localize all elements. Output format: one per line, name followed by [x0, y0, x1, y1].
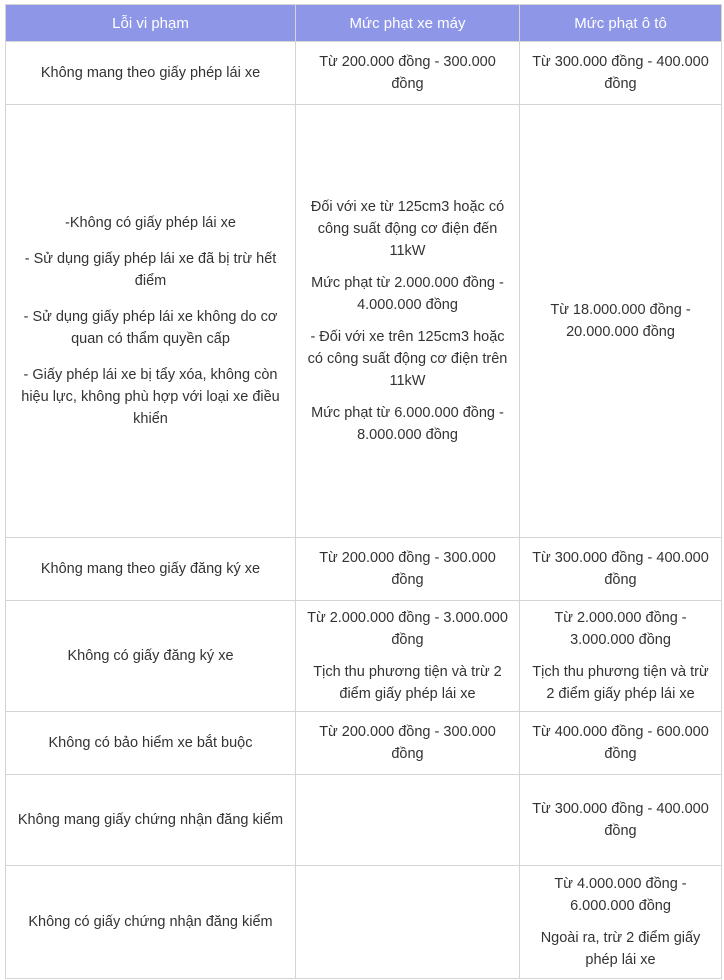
cell-text: Không mang giấy chứng nhận đăng kiểm: [17, 812, 284, 828]
header-car-fine: Mức phạt ô tô: [520, 5, 722, 42]
cell-text: Đối với xe từ 125cm3 hoặc có công suất động cơ điện đến 11kW: [310, 199, 505, 259]
cell-text: Mức phạt từ 6.000.000 đồng - 8.000.000 đồng: [311, 405, 504, 443]
violation-cell: [6, 42, 296, 105]
table-row: [6, 866, 722, 979]
cell-text: Không có giấy đăng ký xe: [67, 648, 234, 664]
table-row: [6, 601, 722, 712]
cell-text: Từ 200.000 đồng - 300.000 đồng: [319, 550, 496, 588]
motorbike-fine-cell: [296, 538, 520, 601]
motorbike-fine-cell: [296, 105, 520, 538]
cell-text: Tịch thu phương tiện và trừ 2 điểm giấy phép lái xe: [313, 664, 502, 702]
cell-text: -Không có giấy phép lái xe: [65, 215, 236, 231]
cell-text: Tịch thu phương tiện và trừ 2 điểm giấy phép lái xe: [532, 664, 709, 702]
cell-text: Không mang theo giấy đăng ký xe: [40, 561, 261, 577]
fines-table: [5, 4, 722, 979]
header-violation: Lỗi vi phạm: [6, 5, 296, 42]
motorbike-fine-cell: [296, 712, 520, 775]
cell-text: Từ 200.000 đồng - 300.000 đồng: [319, 724, 496, 762]
cell-text: Không có giấy chứng nhận đăng kiểm: [28, 914, 273, 930]
cell-text: Không mang theo giấy phép lái xe: [40, 65, 261, 81]
car-fine-cell: [520, 42, 722, 105]
table-row: [6, 538, 722, 601]
cell-text: Từ 300.000 đồng - 400.000 đồng: [532, 550, 709, 588]
cell-text: Từ 300.000 đồng - 400.000 đồng: [532, 54, 709, 92]
car-fine-cell: [520, 105, 722, 538]
motorbike-fine-cell: [296, 866, 520, 979]
table-row: [6, 712, 722, 775]
motorbike-fine-cell: [296, 601, 520, 712]
car-fine-cell: [520, 538, 722, 601]
violation-cell: [6, 866, 296, 979]
cell-text: Từ 2.000.000 đồng - 3.000.000 đồng: [554, 610, 687, 648]
cell-text: Mức phạt từ 2.000.000 đồng - 4.000.000 đồng: [311, 275, 504, 313]
cell-text: Từ 400.000 đồng - 600.000 đồng: [532, 724, 709, 762]
cell-text: Từ 4.000.000 đồng - 6.000.000 đồng: [554, 876, 687, 914]
car-fine-cell: [520, 601, 722, 712]
header-motorbike-fine: Mức phạt xe máy: [296, 5, 520, 42]
table-row: [6, 42, 722, 105]
violation-cell: [6, 775, 296, 866]
cell-text: Ngoài ra, trừ 2 điểm giấy phép lái xe: [540, 930, 701, 968]
car-fine-cell: [520, 712, 722, 775]
cell-text: - Sử dụng giấy phép lái xe không do cơ quan có thẩm quyền cấp: [23, 309, 278, 347]
violation-cell: [6, 601, 296, 712]
cell-text: Từ 200.000 đồng - 300.000 đồng: [319, 54, 496, 92]
cell-text: - Sử dụng giấy phép lái xe đã bị trừ hết điểm: [24, 251, 277, 289]
violation-cell: [6, 712, 296, 775]
cell-text: Từ 18.000.000 đồng - 20.000.000 đồng: [550, 302, 691, 340]
cell-text: Từ 2.000.000 đồng - 3.000.000 đồng: [307, 610, 508, 648]
header-row: [6, 5, 722, 42]
motorbike-fine-cell: [296, 775, 520, 866]
cell-text: Không có bảo hiểm xe bắt buộc: [48, 735, 253, 751]
cell-text: - Giấy phép lái xe bị tẩy xóa, không còn hiệu lực, không phù hợp với loại xe điều khiển: [21, 367, 280, 427]
table-row: [6, 105, 722, 538]
car-fine-cell: [520, 775, 722, 866]
violation-cell: [6, 538, 296, 601]
motorbike-fine-cell: [296, 42, 520, 105]
car-fine-cell: [520, 866, 722, 979]
violation-cell: [6, 105, 296, 538]
cell-text: - Đối với xe trên 125cm3 hoặc có công suất động cơ điện trên 11kW: [307, 329, 508, 389]
table-row: [6, 775, 722, 866]
cell-text: Từ 300.000 đồng - 400.000 đồng: [532, 801, 709, 839]
